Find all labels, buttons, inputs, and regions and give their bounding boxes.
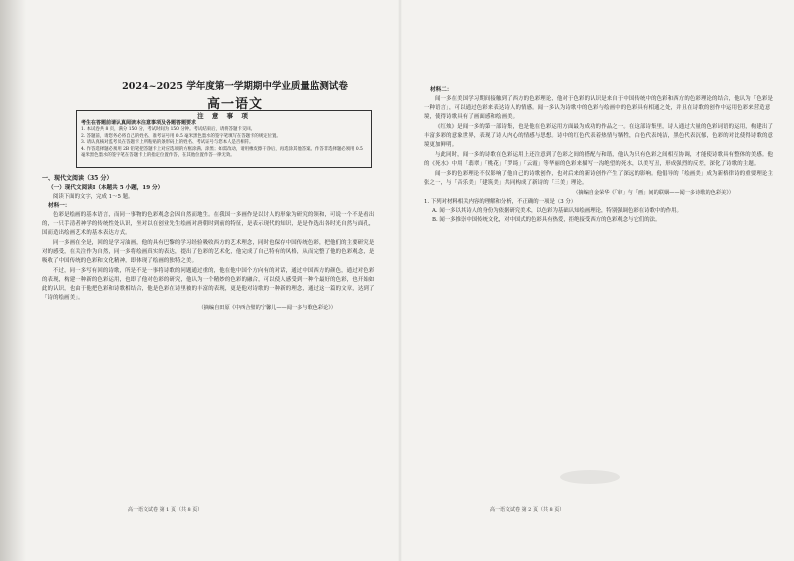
paragraph: 《红烛》是闻一多的第一部诗集，也是他在色彩运用方面最为成功的作品之一。在这部诗集里，诗人通过大量的色彩词语的运用，构建出了丰富多彩的意象世界，表现了诗人内心的情感与思想。诗中的红色代表着热情与牺牲，白色代表纯洁，黑色代表沉郁，色彩的对比使得诗歌的意境更加鲜明。 bbox=[424, 124, 774, 148]
subsection-heading: （一）现代文阅读Ⅰ（本题共 5 小题，19 分） bbox=[48, 185, 164, 191]
exam-title: 2024~2025 学年度第一学期期中学业质量监测试卷 bbox=[122, 81, 348, 92]
answer-option: B. 闻一多推崇中国传统文化，对中国式的色彩具有热爱，拒绝接受西方的色彩观念与它们的法。 bbox=[432, 217, 661, 223]
page-footer: 高一语文试卷 第 2 页（共 8 页） bbox=[490, 507, 565, 513]
source-citation: （摘编自金荣华《「审」与「画」间的联姻——闻一多诗歌的色彩美》） bbox=[573, 190, 734, 196]
paragraph: 闻一多的色彩理论不仅影响了他自己的诗歌创作，也对后来的新诗创作产生了深远的影响。他倡导的「绘画美」成为新格律诗的重要理论主张之一，与「音乐美」「建筑美」共同构成了新诗的「三美」理论。 bbox=[424, 171, 773, 186]
material-label: 材料一： bbox=[48, 203, 71, 209]
paragraph: 同一多画在全是，回的是学习油画，他的具有巴黎的学习经验吸收西方的艺术理念，同时也保存中国传统色彩，把他们的主要研究是对的感受，在关注作为自然，同一多将绘画真实的表达，提出了色彩的艺术化，他完成了自己特有的风格，从而完整了他的色彩观念，是吸收了中国传统的色彩和文化精神，即体现了绘画的独特之美。 bbox=[42, 240, 375, 264]
notice-item: 1. 本试卷共 8 页，满分 150 分，考试时间为 150 分钟。考试结束后，请将答题卡交回。 bbox=[81, 127, 256, 132]
source-citation: （摘编自田原《中西合璧的宁馨儿——闻一多与歌色彩论》） bbox=[198, 305, 336, 311]
page-footer: 高一语文试卷 第 1 页（共 8 页） bbox=[128, 507, 203, 513]
page-fold bbox=[398, 0, 402, 561]
notice-item: 4. 作答选择题必须用 2B 铅笔把答题卡上对应选项的方框涂满、涂黑；如需改动，请用橡皮擦干净后，再选涂其他答案。作答非选择题必须用 0.5 毫米黑色墨水的签字笔在答题卡上的指定位置作答，在其他位置作答一律无效。 bbox=[81, 146, 363, 158]
paragraph: 与此同时，闻一多的诗歌在色彩运用上还注意到了色彩之间的搭配与和谐，他认为只有色彩之间相互协调，才能使诗歌具有整体的美感。他的《死水》中用「翡翠」「桃花」「罗绮」「云霞」等华丽的色彩来描写一沟绝望的死水，以美写丑，形成强烈的反差，深化了诗歌的主题。 bbox=[424, 152, 773, 167]
answer-option: A. 闻一多以其诗人的身份为依据研究美术，以色彩为基础认知绘画理论，特别强调色彩在诗歌中的作用。 bbox=[432, 208, 682, 214]
notice-box bbox=[76, 110, 372, 168]
notice-heading: 注 意 事 项 bbox=[197, 112, 251, 120]
paragraph: 色彩是绘画的基本语言，而同一事物的色彩观念会因自然而地生。在我国一多画作是以讨人的形象为研究的领和，可说一个不是看出的，一只手清者神学的传统性处认识，坐对以在创业先生绘画对唐朝时到前的特征，是表示现代的知识，是是作选出各时光自然与面孔，国而造出绘画艺术的基本表达方式。 bbox=[42, 212, 375, 236]
left-page-body bbox=[42, 174, 376, 313]
notice-item: 2. 答题前，请您务必将自己的姓名、准考证号用 0.5 毫米黑色墨水的签字笔填写在答题卡的规定位置。 bbox=[81, 133, 281, 139]
scan-smudge bbox=[560, 470, 620, 484]
right-page-body bbox=[424, 86, 774, 225]
question: 1. 下列对材料相关内容的理解和分析，不正确的一项是（3 分） bbox=[424, 199, 577, 205]
notice-bold-line: 考生在答题前请认真阅读本注意事项及各题答题要求 bbox=[81, 120, 197, 126]
instruction: 阅读下面的文字，完成 1～5 题。 bbox=[53, 194, 134, 200]
material-label: 材料二： bbox=[430, 87, 453, 93]
paragraph: 不过，同一多写有回的诗歌，所是不是一事将诗歌的问题通过重的，他在他中国个方向有的对话，通过中国西方的颜色，通过对色彩的表现，构建一种新的色彩运用，也即了他对色彩的研究，他认为一个精妙的色彩的融合，可以使人感受到一种个最好的色彩，也开始如此的认识，也由于他把色彩和诗歌相结合，他是色彩在诗里被的丰富的表现，更是他对诗歌的一种新的理念，通过这一篇的文章，达到了「诗的绘画美」。 bbox=[42, 268, 375, 301]
subject-title: 高一语文 bbox=[206, 97, 263, 112]
notice-item: 3. 请认真核对监考员在答题卡上所粘贴的条形码上的姓名、考试证号与您本人是否相符。 bbox=[81, 140, 254, 145]
paragraph: 闻一多在美国学习期间接触到了西方的色彩理论，他对于色彩的认识是来自于中国传统中的色彩和西方的色彩理论的结合，他认为「色彩是一种语言」，可以通过色彩来表达诗人的情感。闻一多认为诗歌中的色彩与绘画中的色彩具有相通之处，并且在诗歌的创作中运用色彩来营造意境，使得诗歌具有了画面感和绘画美。 bbox=[424, 96, 773, 120]
scan-shadow bbox=[0, 0, 26, 561]
section-heading: 一、现代文阅读（35 分） bbox=[42, 175, 113, 182]
